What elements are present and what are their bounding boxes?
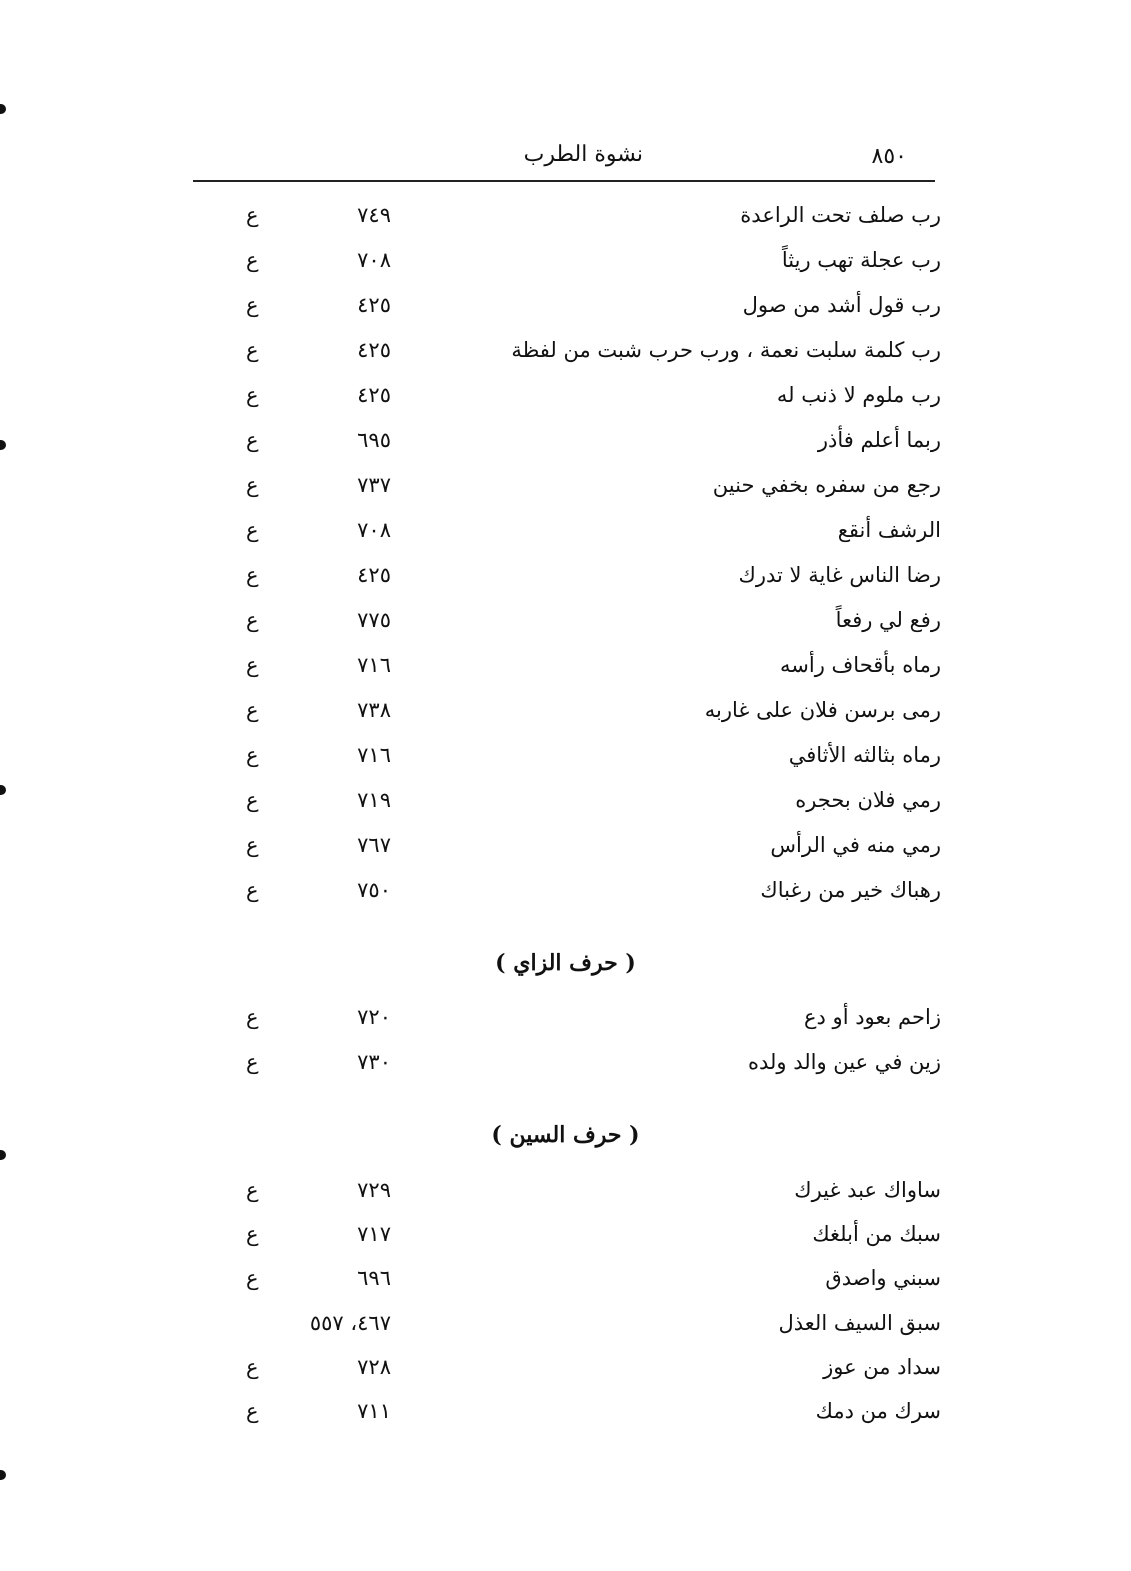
source-mark: ع [246,1222,259,1246]
page-reference: ٧٣٧ [357,473,391,497]
section-heading-zay: ( حرف الزاي ) [495,950,636,976]
index-entry [0,1399,1131,1433]
page-reference: ٧٢٩ [357,1178,391,1202]
page-header [193,140,935,182]
source-mark: ع [246,518,259,542]
proverb-text: زاحم بعود أو دع [804,1005,941,1029]
source-mark: ع [246,698,259,722]
proverb-text: رمى برسن فلان على غاربه [704,698,941,722]
source-mark: ع [246,833,259,857]
proverb-text: رب ملوم لا ذنب له [776,383,941,407]
proverb-text: رماه بثالثه الأثافي [788,743,941,767]
page-number: ٨٥٠ [871,144,907,169]
proverb-text: رب صلف تحت الراعدة [740,203,941,227]
source-mark: ع [246,293,259,317]
source-mark: ع [246,608,259,632]
index-entry [0,428,1131,462]
scan-edge-mark [0,1150,6,1160]
proverb-text: ربما أعلم فأذر [817,428,941,452]
proverb-text: رجع من سفره بخفي حنين [712,473,941,497]
page-reference: ٧٤٩ [357,203,391,227]
proverb-text: رب كلمة سلبت نعمة ، ورب حرب شبت من لفظة [511,338,941,362]
source-mark: ع [246,878,259,902]
source-mark: ع [246,383,259,407]
index-entry [0,473,1131,507]
proverb-text: رمي منه في الرأس [770,833,941,857]
source-mark: ع [246,1266,259,1290]
proverb-text: الرشف أنقع [837,518,941,542]
proverb-text: سبك من أبلغك [812,1222,941,1246]
source-mark: ع [246,1178,259,1202]
page-reference: ٤٢٥ [357,338,391,362]
index-entry [0,1311,1131,1345]
index-entry [0,1355,1131,1389]
index-entry [0,203,1131,237]
proverb-text: رفع لي رفعاً [835,608,941,632]
index-entry [0,563,1131,597]
page-reference: ٧٠٨ [357,248,391,272]
source-mark: ع [246,203,259,227]
source-mark: ع [246,1399,259,1423]
index-entry [0,1222,1131,1256]
source-mark: ع [246,428,259,452]
source-mark: ع [246,653,259,677]
page-reference: ٧١٩ [357,788,391,812]
source-mark: ع [246,743,259,767]
proverb-text: سداد من عوز [823,1355,941,1379]
proverb-text: سبق السيف العذل [778,1311,941,1335]
source-mark: ع [246,563,259,587]
proverb-text: زين في عين والد ولده [747,1050,941,1074]
proverb-text: رب قول أشد من صول [742,293,941,317]
index-entry [0,608,1131,642]
index-entry [0,338,1131,372]
page-reference: ٦٩٦ [357,1266,391,1290]
source-mark: ع [246,1005,259,1029]
index-entry [0,1050,1131,1084]
index-entry [0,518,1131,552]
proverb-text: سرك من دمك [815,1399,941,1423]
scan-edge-mark [0,104,6,114]
index-entry [0,1005,1131,1039]
index-entry [0,383,1131,417]
section-heading-seen: ( حرف السين ) [491,1122,640,1148]
page-reference: ٤٢٥ [357,293,391,317]
index-entry [0,878,1131,912]
proverb-text: رضا الناس غاية لا تدرك [738,563,941,587]
index-entry [0,788,1131,822]
proverb-text: سبني واصدق [825,1266,941,1290]
index-entry [0,248,1131,282]
index-entry [0,698,1131,732]
source-mark: ع [246,1355,259,1379]
page-reference: ٦٩٥ [357,428,391,452]
page-reference: ٧٥٠ [357,878,391,902]
source-mark: ع [246,338,259,362]
page-reference: ٧٣٠ [357,1050,391,1074]
source-mark: ع [246,788,259,812]
page-reference: ٧١٦ [357,653,391,677]
index-entry [0,743,1131,777]
proverb-text: رمي فلان بحجره [795,788,941,812]
index-entry [0,1178,1131,1212]
page-reference: ٧١١ [357,1399,391,1423]
index-entry [0,1266,1131,1300]
page-reference: ٧١٧ [357,1222,391,1246]
source-mark: ع [246,473,259,497]
index-entry [0,653,1131,687]
proverb-text: رماه بأقحاف رأسه [780,653,941,677]
page-reference: ٤٢٥ [357,383,391,407]
page-reference: ٤٢٥ [357,563,391,587]
page-reference: ٧٢٠ [357,1005,391,1029]
page-reference: ٧٧٥ [357,608,391,632]
page-reference: ٧٢٨ [357,1355,391,1379]
scan-edge-mark [0,1470,6,1480]
running-title: نشوة الطرب [523,142,643,167]
proverb-text: ساواك عبد غيرك [794,1178,941,1202]
source-mark: ع [246,1050,259,1074]
index-entry [0,293,1131,327]
index-entry [0,833,1131,867]
page-reference: ٧١٦ [357,743,391,767]
proverb-text: رب عجلة تهب ريثاً [781,248,941,272]
page-reference: ٧٦٧ [357,833,391,857]
source-mark: ع [246,248,259,272]
page-reference: ٤٦٧، ٥٥٧ [309,1311,391,1335]
proverb-text: رهباك خير من رغباك [760,878,941,902]
page-reference: ٧٣٨ [357,698,391,722]
page-reference: ٧٠٨ [357,518,391,542]
